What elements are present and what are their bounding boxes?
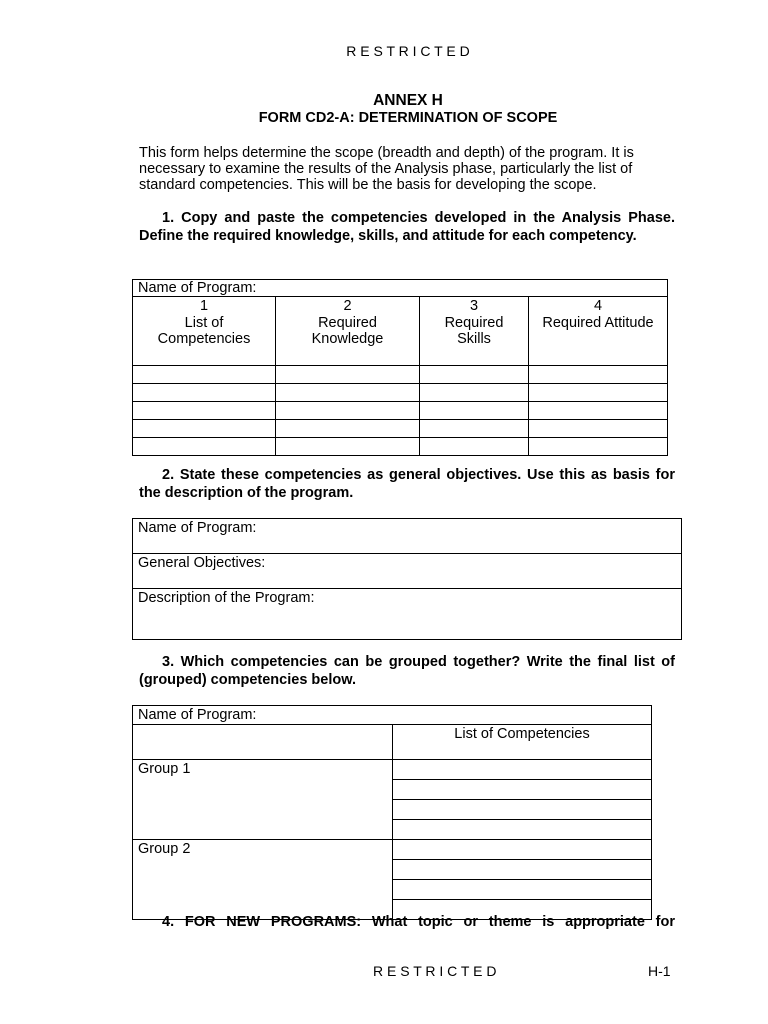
table-cell[interactable] <box>420 420 529 438</box>
col-1-label-line2: Competencies <box>157 331 251 347</box>
col-1-label-line1: List of <box>184 314 224 331</box>
t1-name-of-program[interactable] <box>133 280 668 297</box>
col-4-label-line1: Required Attitude <box>542 314 654 331</box>
table-row <box>133 438 668 456</box>
table-cell[interactable] <box>133 420 276 438</box>
table-cell[interactable] <box>529 366 668 384</box>
t2-name-label: Name of Program: <box>138 520 257 536</box>
table-row <box>133 402 668 420</box>
t2-objectives-label: General Objectives: <box>138 555 266 571</box>
grouped-competencies-table <box>132 705 652 920</box>
t3-blank-header-cell <box>133 725 393 760</box>
page-number: H-1 <box>648 963 671 979</box>
col-1-number: 1 <box>199 298 209 314</box>
question-2: 2. State these competencies as general objectives. Use this as basis for the description of the program. <box>139 467 675 501</box>
table-cell[interactable] <box>276 438 420 456</box>
t3-list-header <box>393 725 652 760</box>
col-3-number: 3 <box>469 298 479 314</box>
table-cell[interactable] <box>276 366 420 384</box>
table-cell[interactable] <box>393 860 652 880</box>
col-header-required-knowledge <box>276 297 420 366</box>
table-row <box>133 420 668 438</box>
table-cell[interactable] <box>133 366 276 384</box>
table-cell[interactable] <box>276 402 420 420</box>
competencies-table <box>132 279 668 456</box>
table-cell[interactable] <box>393 840 652 860</box>
table-cell[interactable] <box>133 438 276 456</box>
table-cell[interactable] <box>133 384 276 402</box>
t2-description[interactable] <box>133 589 682 640</box>
table-cell[interactable] <box>133 402 276 420</box>
t3-name-of-program[interactable] <box>133 706 652 725</box>
objectives-table <box>132 518 682 640</box>
annex-title: ANNEX H <box>373 92 443 109</box>
col-3-label-line2: Skills <box>457 331 491 347</box>
t3-name-label: Name of Program: <box>138 707 257 723</box>
table-cell[interactable] <box>529 402 668 420</box>
question-1: 1. Copy and paste the competencies developed in the Analysis Phase. Define the required knowledge, skills, and attitude for each competency. <box>139 210 675 244</box>
table-row <box>133 366 668 384</box>
col-3-label-line1: Required <box>444 314 504 331</box>
table-cell[interactable] <box>393 800 652 820</box>
table-cell[interactable] <box>420 402 529 420</box>
question-4: 4. FOR NEW PROGRAMS: What topic or theme is appropriate for <box>162 914 675 930</box>
table-row <box>133 384 668 402</box>
t2-description-label: Description of the Program: <box>138 590 315 606</box>
t3-group-2-label: Group 2 <box>138 841 191 857</box>
table-cell[interactable] <box>393 820 652 840</box>
col-header-required-attitude <box>529 297 668 366</box>
header-restricted-mark: R E S T R I C T E D <box>346 43 470 59</box>
table-cell[interactable] <box>420 438 529 456</box>
col-2-label-line1: Required <box>318 314 377 331</box>
table-cell[interactable] <box>529 384 668 402</box>
table-cell[interactable] <box>420 366 529 384</box>
t2-name-of-program[interactable] <box>133 519 682 554</box>
table-cell[interactable] <box>529 420 668 438</box>
table-cell[interactable] <box>393 880 652 900</box>
footer-restricted-mark: R E S T R I C T E D <box>373 963 497 979</box>
t3-list-header-label: List of Competencies <box>454 726 590 742</box>
t3-group-1 <box>133 760 393 840</box>
table-cell[interactable] <box>276 384 420 402</box>
table-cell[interactable] <box>276 420 420 438</box>
table-cell[interactable] <box>529 438 668 456</box>
table-cell[interactable] <box>420 384 529 402</box>
t3-group-2 <box>133 840 393 920</box>
intro-paragraph: This form helps determine the scope (breadth and depth) of the program. It is necessary to examine the results of the Analysis phase, particularly the list of standard competencies. This will be the basis for developing the scope. <box>139 145 634 193</box>
col-4-number: 4 <box>593 298 603 314</box>
table-cell[interactable] <box>393 760 652 780</box>
t3-group-1-label: Group 1 <box>138 761 191 777</box>
t2-general-objectives[interactable] <box>133 554 682 589</box>
t1-name-label: Name of Program: <box>138 280 257 296</box>
col-2-number: 2 <box>343 298 352 314</box>
col-header-required-skills <box>420 297 529 366</box>
col-header-list-of-competencies <box>133 297 276 366</box>
col-2-label-line2: Knowledge <box>311 331 384 347</box>
question-3: 3. Which competencies can be grouped together? Write the final list of (grouped) competencies below. <box>139 654 675 688</box>
table-cell[interactable] <box>393 780 652 800</box>
form-title: FORM CD2-A: DETERMINATION OF SCOPE <box>258 110 558 126</box>
